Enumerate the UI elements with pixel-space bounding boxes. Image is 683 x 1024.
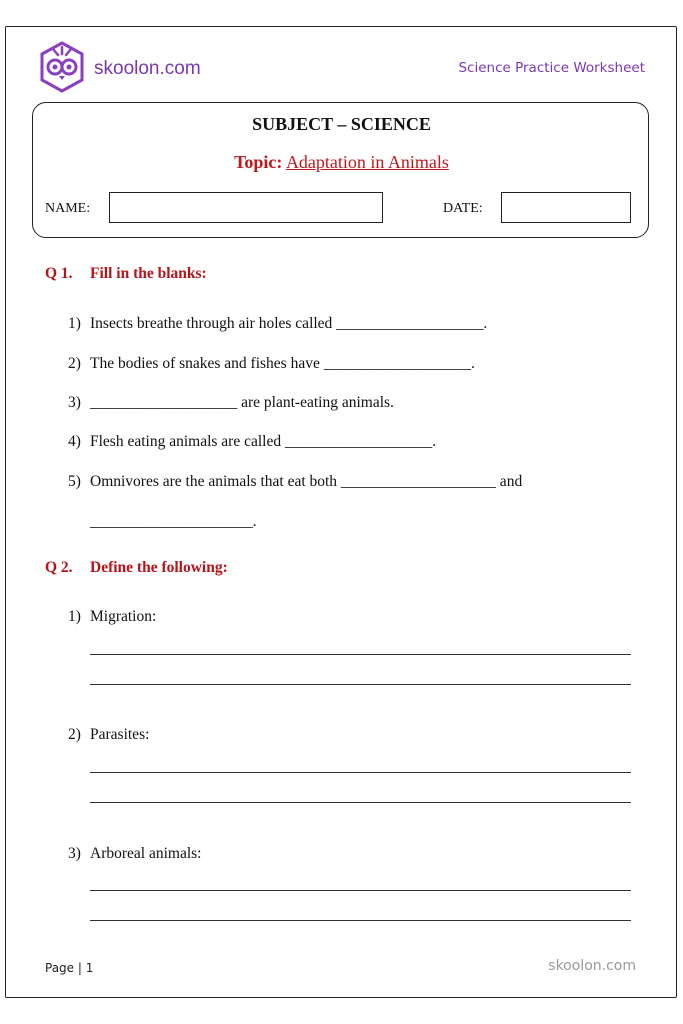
q1-item-3: 3) ___________________ are plant-eating animals. (68, 394, 394, 411)
answer-line[interactable] (90, 890, 631, 891)
q2-item-3: 3) Arboreal animals: (68, 845, 202, 862)
topic-value: Adaptation in Animals (285, 152, 449, 172)
q1-number: Q 1. (45, 265, 73, 282)
q1-item-2: 2) The bodies of snakes and fishes have ___________________. (68, 355, 475, 372)
q1-item-4: 4) Flesh eating animals are called ___________________. (68, 433, 437, 450)
answer-line[interactable] (90, 772, 631, 773)
date-field[interactable] (501, 192, 631, 223)
brand-name: skoolon.com (94, 58, 201, 79)
q1-item-5: 5) Omnivores are the animals that eat both ____________________ and (68, 473, 523, 490)
answer-line[interactable] (90, 684, 631, 685)
name-field[interactable] (109, 192, 383, 223)
topic-label: Topic: (234, 152, 283, 172)
q2-heading (45, 559, 228, 577)
q2-item-1: 1) Migration: (68, 608, 157, 625)
worksheet-title: Science Practice Worksheet (458, 60, 645, 76)
answer-line[interactable] (90, 802, 631, 803)
footer-brand: skoolon.com (548, 958, 636, 974)
q1-heading (45, 265, 207, 283)
q1-item-1: 1) Insects breathe through air holes called ___________________. (68, 315, 488, 332)
answer-line[interactable] (90, 654, 631, 655)
page-number: Page | 1 (45, 961, 94, 975)
answer-line[interactable] (90, 920, 631, 921)
owl-logo-icon (36, 41, 88, 93)
q2-item-2: 2) Parasites: (68, 726, 150, 743)
q1-title: Fill in the blanks: (90, 265, 207, 282)
name-label: NAME: (45, 201, 91, 216)
subject-heading: SUBJECT – SCIENCE (252, 114, 431, 134)
topic-heading (0, 152, 683, 173)
q2-title: Define the following: (90, 559, 228, 576)
q1-item-5-continuation: _____________________. (90, 513, 257, 530)
q2-number: Q 2. (45, 559, 73, 576)
date-label: DATE: (443, 201, 483, 216)
